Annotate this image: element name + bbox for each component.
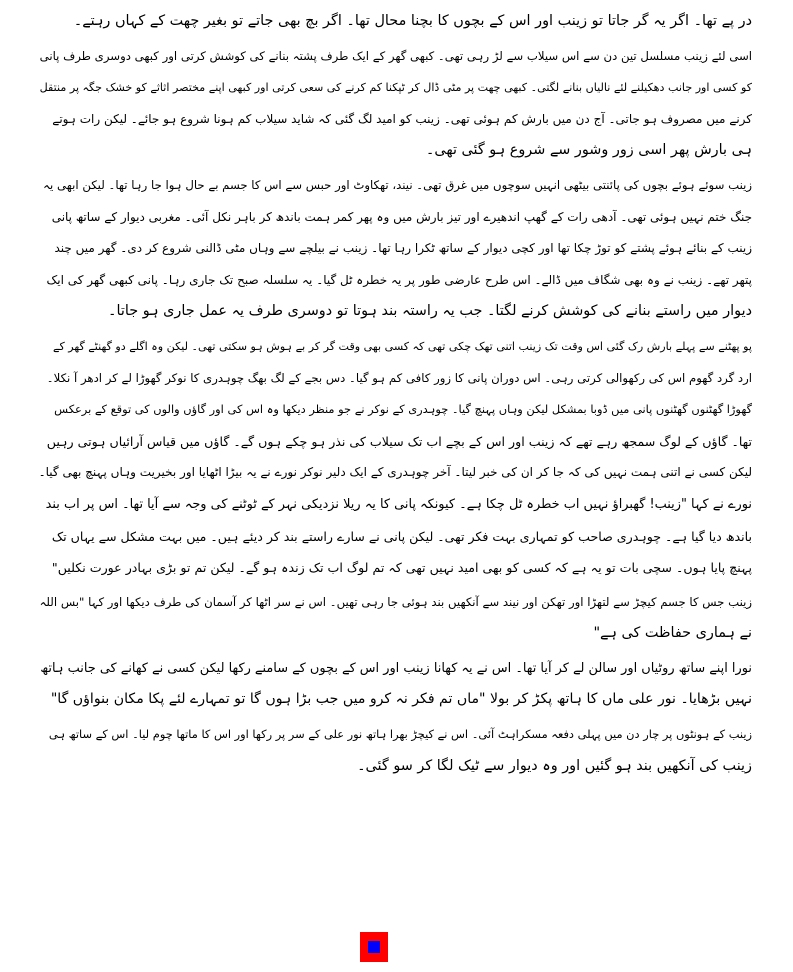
- text-line: لیکن کسی نے اتنی ہمت نہیں کی کہ جا کر ان کی خبر لیتا۔ آخر چوہدری کے ایک دلیر نوکر نورے نے یہ بیڑا اٹھایا اور بخیریت وہاں پہنچ بھی گیا۔: [38, 465, 752, 480]
- text-line: پو پھٹنے سے پہلے بارش رک گئی اس وقت تک زینب اتنی تھک چکی تھی کہ کسی بھی وقت گر کر بے ہوش ہو سکتی تھی۔ لیکن وہ اگلے دو گھنٹے گھر کے: [52, 339, 752, 353]
- text-line: ہی بارش پھر اسی زور وشور سے شروع ہو گئی تھی۔: [425, 142, 752, 159]
- text-line: تھا۔ گاؤں کے لوگ سمجھ رہے تھے کہ زینب اور اس کے بچے اب تک سیلاب کی نذر ہو چکے ہوں گے۔ گاؤں میں قیاس آرائیاں ہوتی رہیں: [46, 433, 752, 449]
- paragraph: [38, 331, 752, 584]
- paragraph: [38, 719, 752, 782]
- text-line: نہیں بڑھایا۔ نور علی ماں کا ہاتھ پکڑ کر بولا "ماں تم فکر نہ کرو میں جب بڑا ہوں گا تو تمہارے لئے پکا مکان بنواؤں گا": [50, 691, 752, 708]
- text-line: کو کسی اور جانب دھکیلنے لئے نالیاں بنانے لگتی۔ کبھی چھت پر مٹی ڈال کر ٹپکنا کم کرنے کی سعی کرتی اور کبھی اپنے مختصر اثاثے کو خشک جگہ پر منتقل: [39, 81, 752, 95]
- text-line: نورا اپنے ساتھ روٹیاں اور سالن لے کر آیا تھا۔ اس نے یہ کھانا زینب اور اس کے بچوں کے سامنے رکھا لیکن کسی نے کھانے کی جانب ہاتھ: [40, 660, 752, 676]
- paragraph: [38, 41, 752, 167]
- text-line: باندھ دیا گیا ہے۔ چوہدری صاحب کو تمہاری بہت فکر تھی۔ لیکن پانی نے سارے راستے بند کر دیئے ہیں۔ میں بہت مشکل سے یہاں تک: [51, 528, 752, 544]
- text-line: زینب سوئے ہوئے بچوں کی پائنتی بیٹھی انہیں سوچوں میں غرق تھی۔ نیند، تھکاوٹ اور حبس سے اس کا جسم بے حال ہوا جا رہا تھا۔ لیکن ابھی یہ: [43, 177, 752, 192]
- text-line: زینب کے ہونٹوں پر چار دن میں پہلی دفعہ مسکراہٹ آئی۔ اس نے کیچڑ بھرا ہاتھ نور علی کے سر پر رکھا اور اس کا ماتھا چوم لیا۔ اس کے ساتھ ہی: [48, 727, 752, 742]
- page-marker-square: [360, 932, 388, 962]
- paragraph: [38, 170, 752, 328]
- paragraph: [38, 6, 752, 38]
- text-line: دیوار میں راستے بنانے کی کوشش کرنے لگتا۔ جب یہ راستہ بند ہوتا تو دوسری طرف یہ عمل جاری ہو جاتا۔: [108, 303, 752, 320]
- text-line: زینب جس کا جسم کیچڑ سے لتھڑا اور تھکن اور نیند سے آنکھیں بند ہوئی جا رہی تھیں۔ اس نے سر اٹھا کر آسمان کی طرف دیکھا اور کہا "بس اللہ: [39, 594, 752, 609]
- text-line: زینب کی آنکھیں بند ہو گئیں اور وہ دیوار سے ٹیک لگا کر سو گئی۔: [357, 757, 752, 774]
- text-line: جنگ ختم نہیں ہوئی تھی۔ آدھی رات کے گھپ اندھیرے اور تیز بارش میں وہ پھر کمر ہمت باندھ کر باہر نکل آئی۔ مغربی دیوار کے ساتھ پانی: [51, 209, 752, 224]
- paragraph: [38, 587, 752, 650]
- text-line: گھوڑا گھٹنوں گھٹنوں پانی میں ڈوبا بمشکل لیکن وہاں پہنچ گیا۔ چوہدری کے نوکر نے جو منظر دیکھا وہ اس کی اور گاؤں والوں کی توقع کے برعکس: [54, 402, 752, 417]
- urdu-story-text: [38, 6, 752, 785]
- page-marker-inner-square: [368, 941, 380, 953]
- text-line: پتھر تھے۔ زینب نے وہ بھی شگاف میں ڈالے۔ اس طرح عارضی طور پر یہ خطرہ ٹل گیا۔ یہ سلسلہ صبح تک جاری رہا۔ پانی کبھی گھر کی ایک: [46, 272, 752, 287]
- paragraph: [38, 653, 752, 716]
- text-line: کرنے میں مصروف ہو جاتی۔ آج دن میں بارش کم ہوئی تھی۔ زینب کو امید لگ گئی کہ شاید سیلاب کم ہونا شروع ہو جائے۔ لیکن رات ہوتے: [52, 111, 752, 126]
- text-line: زینب کے بنائے ہوئے پشتے کو توڑ چکا تھا اور کچی دیوار کے ساتھ ٹکرا رہا تھا۔ زینب نے بیلچے سے وہاں مٹی ڈالنی شروع کر دی۔ گھر میں چند: [54, 241, 752, 256]
- text-line: ارد گرد گھوم اس کی رکھوالی کرتی رہی۔ اس دوران پانی کا زور کافی کم ہو گیا۔ دس بجے کے لگ بھگ چوہدری کا نوکر گھوڑا لے کر ادھر آ نکلا۔: [46, 370, 752, 385]
- text-line: نے ہماری حفاظت کی ہے": [593, 625, 752, 642]
- text-line: اسی لئے زینب مسلسل تین دن سے اس سیلاب سے لڑ رہی تھی۔ کبھی گھر کے ایک طرف پشتہ بنانے کی کوشش کرتی اور کبھی دوسری طرف پانی: [39, 48, 752, 63]
- text-line: در پے تھا۔ اگر یہ گر جاتا تو زینب اور اس کے بچوں کا بچنا محال تھا۔ اگر بچ بھی جاتے تو بغیر چھت کے کہاں رہتے۔: [73, 13, 752, 29]
- text-line: پہنچ پایا ہوں۔ سچی بات تو یہ ہے کہ کسی کو بھی امید نہیں تھی کہ تم لوگ اب تک زندہ ہو گے۔ لیکن تم تو بڑی بہادر عورت نکلیں": [51, 560, 752, 576]
- text-line: نورے نے کہا "زینب! گھبراؤ نہیں اب خطرہ ٹل چکا ہے۔ کیونکہ پانی کا یہ ریلا نزدیکی نہر کے ٹوٹنے کی وجہ سے آیا تھا۔ اس پر اب بند: [45, 496, 752, 512]
